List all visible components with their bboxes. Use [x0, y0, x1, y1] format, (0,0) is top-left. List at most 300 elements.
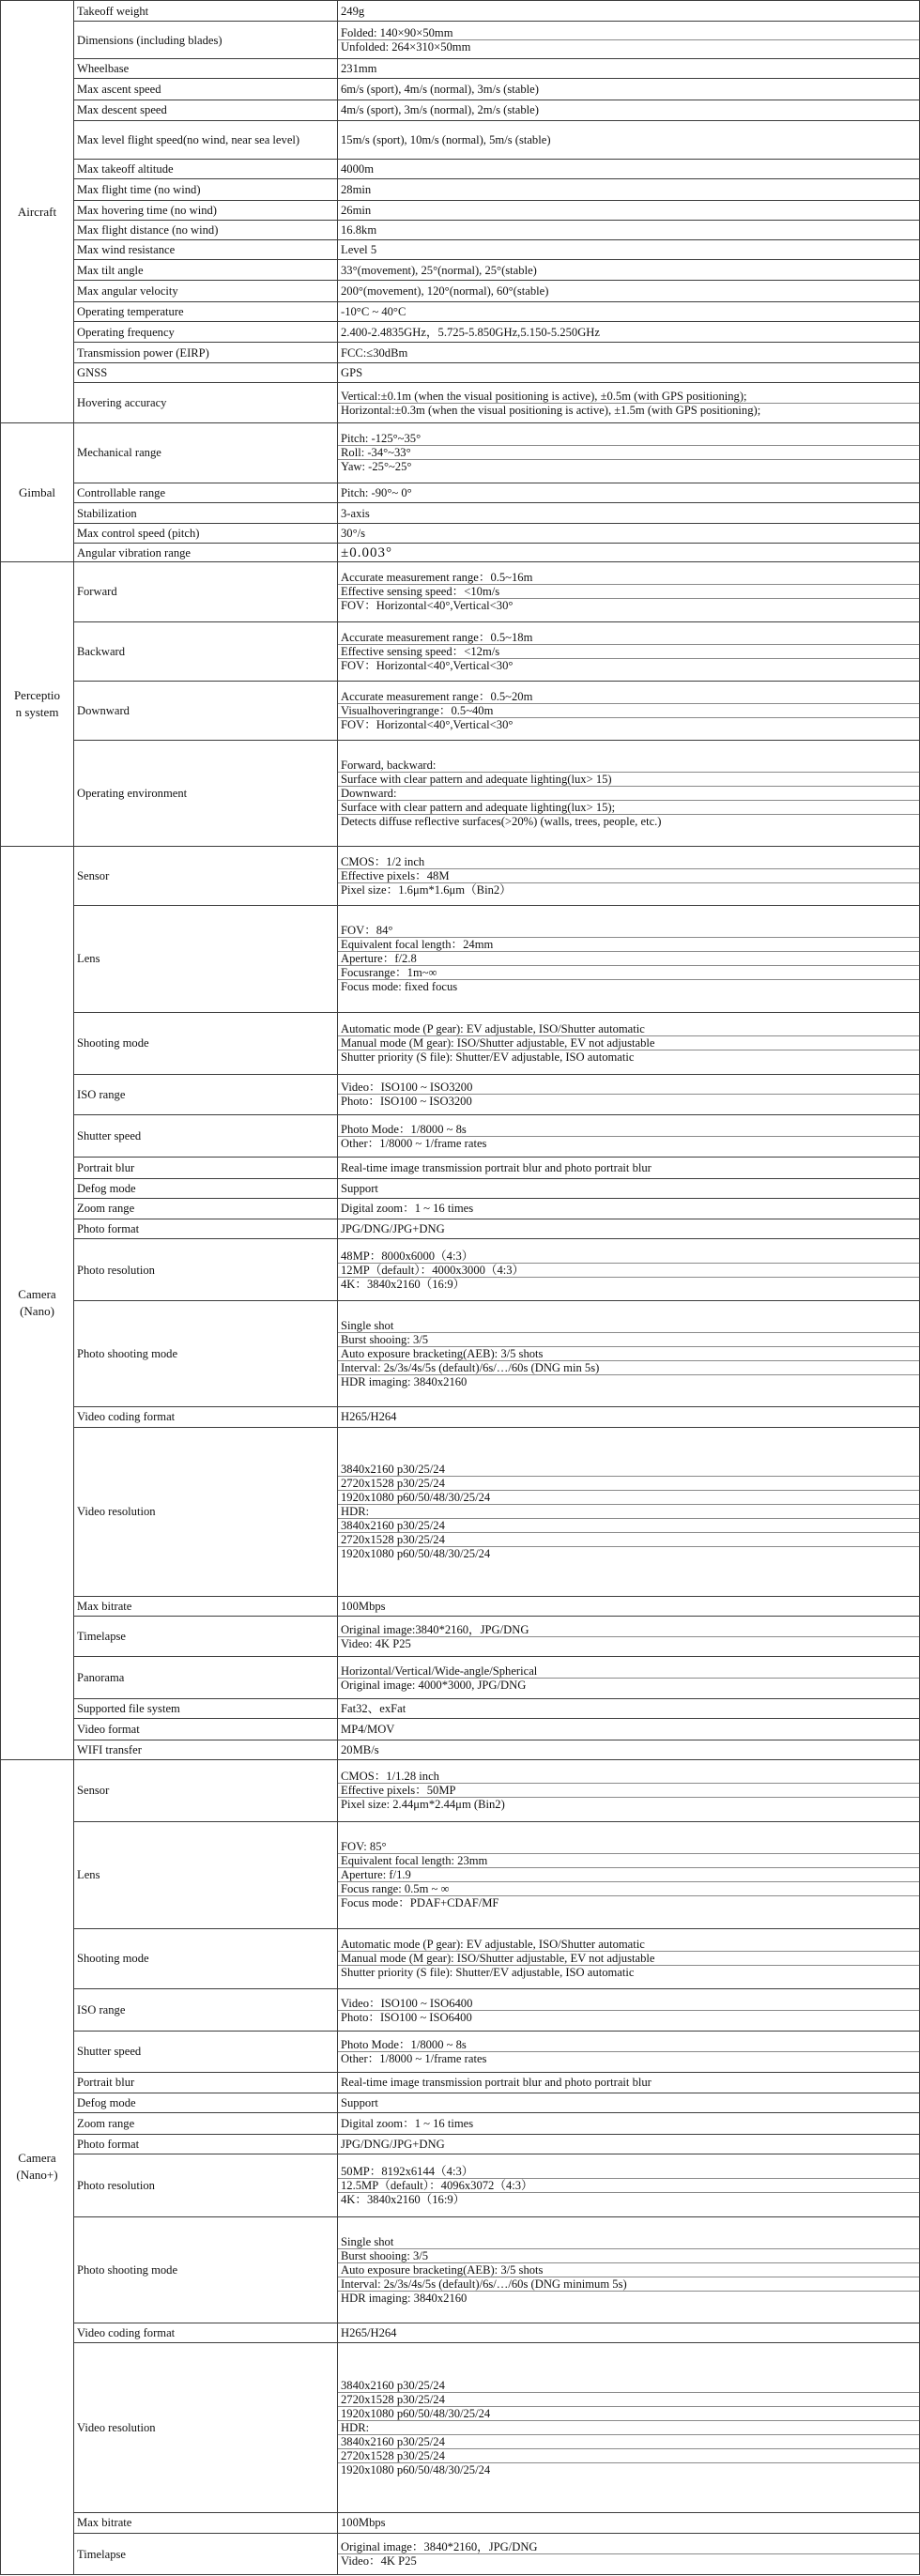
- spec-value-line: Manual mode (M gear): ISO/Shutter adjustable, EV not adjustable: [338, 1951, 919, 1965]
- spec-value-line: 2720x1528 p30/25/24: [338, 2392, 919, 2406]
- spec-value-line: Focusrange：1m~∞: [338, 965, 919, 979]
- spec-value: [338, 2154, 920, 2216]
- spec-label: Video resolution: [74, 1428, 338, 1597]
- spec-value: [338, 301, 920, 321]
- spec-row: [1, 160, 920, 179]
- spec-label: Takeoff weight: [74, 1, 338, 22]
- spec-value: [338, 1, 920, 22]
- spec-row: [1, 524, 920, 544]
- spec-label: Hovering accuracy: [74, 382, 338, 423]
- spec-row: [1, 2217, 920, 2323]
- spec-value-line: Shutter priority (S file): Shutter/EV adjustable, ISO automatic: [338, 1965, 919, 1979]
- spec-value-line: 4K：3840x2160（16:9）: [338, 2192, 919, 2206]
- spec-value-line: Accurate measurement range：0.5~16m: [341, 571, 533, 585]
- spec-row: [1, 200, 920, 220]
- spec-label: Operating environment: [74, 741, 338, 846]
- spec-value-line: 100Mbps: [341, 2516, 386, 2530]
- spec-row: [1, 2113, 920, 2134]
- spec-row: [1, 1239, 920, 1301]
- spec-value-line: 16.8km: [341, 222, 377, 237]
- spec-row: [1, 1719, 920, 1740]
- spec-row: [1, 281, 920, 301]
- spec-label: Defog mode: [74, 1178, 338, 1198]
- spec-value-line: -10°C ~ 40°C: [341, 304, 406, 318]
- spec-value-line: FOV：Horizontal<40°,Vertical<30°: [338, 598, 919, 612]
- spec-value-line: 231mm: [341, 62, 377, 76]
- spec-value-line: Interval: 2s/3s/4s/5s (default)/6s/…/60s (DNG minimum 5s): [338, 2277, 919, 2291]
- spec-label: Dimensions (including blades): [74, 22, 338, 59]
- spec-row: [1, 1657, 920, 1699]
- spec-value-line: 200°(movement), 120°(normal), 60°(stable): [341, 284, 549, 299]
- spec-label: WIFI transfer: [74, 1740, 338, 1759]
- spec-value-line: ±0.003°: [341, 544, 392, 560]
- spec-value: [338, 259, 920, 280]
- spec-label: Zoom range: [74, 2113, 338, 2134]
- spec-value-line: 2720x1528 p30/25/24: [338, 1532, 919, 1546]
- spec-label: Transmission power (EIRP): [74, 343, 338, 362]
- spec-value-line: Accurate measurement range：0.5~20m: [341, 690, 533, 704]
- spec-row: [1, 79, 920, 100]
- spec-value: [338, 846, 920, 905]
- spec-value-line: Horizontal/Vertical/Wide-angle/Spherical: [341, 1664, 538, 1678]
- spec-row: [1, 179, 920, 200]
- spec-row: [1, 1759, 920, 1821]
- spec-value-line: Original image:3840*2160，JPG/DNG: [341, 1622, 529, 1636]
- spec-value-line: GPS: [341, 365, 363, 379]
- spec-value-line: Real-time image transmission portrait blur and photo portrait blur: [341, 1160, 652, 1174]
- spec-row: [1, 681, 920, 740]
- spec-row: [1, 562, 920, 621]
- spec-value: [338, 322, 920, 343]
- spec-value: [338, 79, 920, 100]
- spec-label: Supported file system: [74, 1699, 338, 1719]
- spec-value-line: HDR:: [338, 1504, 919, 1518]
- spec-value-line: Effective pixels：50MP: [338, 1783, 919, 1797]
- spec-value-line: HDR imaging: 3840x2160: [338, 1374, 919, 1388]
- spec-row: [1, 1219, 920, 1239]
- spec-value-line: Accurate measurement range：0.5~18m: [341, 630, 533, 644]
- spec-value-line: 6m/s (sport), 4m/s (normal), 3m/s (stable): [341, 82, 539, 96]
- spec-value-line: 2720x1528 p30/25/24: [338, 2448, 919, 2462]
- section-group-label: Gimbal: [1, 423, 74, 562]
- spec-value: [338, 160, 920, 179]
- spec-row: [1, 59, 920, 79]
- spec-label: Lens: [74, 906, 338, 1013]
- spec-label: Defog mode: [74, 2093, 338, 2113]
- spec-value-line: Photo：ISO100 ~ ISO6400: [338, 2010, 919, 2024]
- spec-label: Max flight time (no wind): [74, 179, 338, 200]
- spec-value: [338, 2512, 920, 2533]
- spec-label: Photo shooting mode: [74, 1301, 338, 1406]
- spec-value-line: Support: [341, 1181, 378, 1195]
- spec-value-line: JPG/DNG/JPG+DNG: [341, 1222, 445, 1236]
- spec-value-line: Focus range: 0.5m ~ ∞: [338, 1881, 919, 1895]
- spec-label: Photo format: [74, 2134, 338, 2154]
- spec-value-line: 3-axis: [341, 506, 370, 520]
- spec-value: [338, 741, 920, 846]
- spec-value-line: Photo：ISO100 ~ ISO3200: [338, 1094, 919, 1108]
- spec-value: [338, 1821, 920, 1928]
- spec-row: [1, 1699, 920, 1719]
- spec-value-line: Digital zoom：1 ~ 16 times: [341, 1202, 474, 1216]
- spec-value-line: Surface with clear pattern and adequate lighting(lux> 15);: [338, 800, 919, 814]
- spec-value-line: Unfolded: 264×310×50mm: [338, 39, 919, 54]
- spec-row: [1, 2342, 920, 2512]
- spec-label: Max control speed (pitch): [74, 524, 338, 544]
- spec-value: [338, 1657, 920, 1699]
- spec-value: [338, 362, 920, 382]
- spec-value: [338, 59, 920, 79]
- spec-value: [338, 1012, 920, 1074]
- spec-value-line: Horizontal:±0.3m (when the visual positioning is active), ±1.5m (with GPS positioning);: [338, 403, 919, 417]
- spec-value-line: FCC:≤30dBm: [341, 345, 408, 360]
- spec-row: [1, 1616, 920, 1657]
- spec-row: [1, 322, 920, 343]
- section-group-label: Camera (Nano): [1, 846, 74, 1759]
- spec-label: Photo format: [74, 1219, 338, 1239]
- spec-value-line: 28min: [341, 182, 372, 196]
- spec-value-line: HDR:: [338, 2420, 919, 2434]
- spec-value-line: Other：1/8000 ~ 1/frame rates: [338, 1136, 919, 1150]
- spec-label: Shooting mode: [74, 1928, 338, 1989]
- spec-value: [338, 2113, 920, 2134]
- spec-value: [338, 220, 920, 239]
- spec-value-line: 1920x1080 p60/50/48/30/25/24: [338, 1546, 919, 1560]
- spec-value-line: Video：ISO100 ~ ISO3200: [341, 1081, 473, 1095]
- spec-value: [338, 179, 920, 200]
- spec-label: Backward: [74, 621, 338, 681]
- spec-value-line: 33°(movement), 25°(normal), 25°(stable): [341, 263, 537, 277]
- spec-value-line: Auto exposure bracketing(AEB): 3/5 shots: [338, 2262, 919, 2277]
- spec-value-line: Automatic mode (P gear): EV adjustable, ISO/Shutter automatic: [341, 1938, 645, 1952]
- spec-label: Portrait blur: [74, 2072, 338, 2093]
- spec-value: [338, 544, 920, 562]
- spec-row: [1, 362, 920, 382]
- spec-row: [1, 1406, 920, 1427]
- spec-label: Downward: [74, 681, 338, 740]
- spec-label: Lens: [74, 1821, 338, 1928]
- spec-row: [1, 220, 920, 239]
- spec-row: [1, 1301, 920, 1406]
- spec-label: Wheelbase: [74, 59, 338, 79]
- spec-value: [338, 200, 920, 220]
- spec-value-line: 12.5MP（default）：4096x3072（4:3）: [338, 2178, 919, 2192]
- spec-value: [338, 483, 920, 502]
- spec-label: Max bitrate: [74, 1596, 338, 1616]
- spec-row: [1, 2134, 920, 2154]
- spec-value-line: Aperture: f/1.9: [338, 1867, 919, 1881]
- spec-row: [1, 1158, 920, 1178]
- spec-value: [338, 1406, 920, 1427]
- spec-row: [1, 483, 920, 502]
- spec-value: [338, 1719, 920, 1740]
- spec-row: [1, 259, 920, 280]
- spec-value: [338, 121, 920, 160]
- spec-row: [1, 22, 920, 59]
- spec-label: Mechanical range: [74, 423, 338, 483]
- spec-value-line: Photo Mode：1/8000 ~ 8s: [341, 1122, 467, 1136]
- spec-value-line: JPG/DNG/JPG+DNG: [341, 2137, 445, 2151]
- spec-label: Max takeoff altitude: [74, 160, 338, 179]
- spec-row: [1, 1012, 920, 1074]
- spec-value: [338, 1596, 920, 1616]
- spec-row: [1, 382, 920, 423]
- spec-label: Shutter speed: [74, 1115, 338, 1158]
- spec-value-line: Video：4K P25: [338, 2553, 919, 2568]
- spec-value-line: 1920x1080 p60/50/48/30/25/24: [338, 2406, 919, 2420]
- spec-label: Video format: [74, 1719, 338, 1740]
- spec-value: [338, 2093, 920, 2113]
- spec-value-line: Auto exposure bracketing(AEB): 3/5 shots: [338, 1346, 919, 1360]
- spec-row: [1, 1198, 920, 1219]
- spec-value: [338, 2134, 920, 2154]
- spec-value-line: H265/H264: [341, 2325, 397, 2339]
- spec-value-line: 3840x2160 p30/25/24: [341, 2378, 445, 2392]
- specifications-body: [1, 1, 920, 2575]
- spec-label: Timelapse: [74, 1616, 338, 1657]
- spec-value: [338, 2342, 920, 2512]
- spec-value-line: Photo Mode：1/8000 ~ 8s: [341, 2037, 467, 2051]
- spec-label: Panorama: [74, 1657, 338, 1699]
- spec-value: [338, 681, 920, 740]
- spec-row: [1, 100, 920, 120]
- spec-value-line: Focus mode: fixed focus: [338, 979, 919, 993]
- spec-value: [338, 1074, 920, 1115]
- spec-label: ISO range: [74, 1989, 338, 2032]
- spec-value-line: Real-time image transmission portrait blur and photo portrait blur: [341, 2076, 652, 2090]
- spec-row: [1, 1115, 920, 1158]
- spec-label: Forward: [74, 562, 338, 621]
- spec-value-line: Video：ISO100 ~ ISO6400: [341, 1996, 473, 2010]
- spec-label: Photo resolution: [74, 2154, 338, 2216]
- spec-value-line: 4m/s (sport), 3m/s (normal), 2m/s (stable): [341, 103, 539, 117]
- spec-row: [1, 423, 920, 483]
- spec-value-line: Effective pixels：48M: [338, 868, 919, 882]
- section-group-label: Camera (Nano+): [1, 1759, 74, 2574]
- spec-label: Video coding format: [74, 2323, 338, 2342]
- spec-row: [1, 1428, 920, 1597]
- spec-value: [338, 1178, 920, 1198]
- spec-value-line: HDR imaging: 3840x2160: [338, 2291, 919, 2305]
- spec-row: [1, 343, 920, 362]
- spec-value-line: 15m/s (sport), 10m/s (normal), 5m/s (stable): [341, 133, 551, 147]
- spec-value-line: Surface with clear pattern and adequate lighting(lux> 15): [338, 772, 919, 786]
- spec-row: [1, 544, 920, 562]
- spec-value-line: 1920x1080 p60/50/48/30/25/24: [338, 1490, 919, 1504]
- spec-value: [338, 1759, 920, 1821]
- spec-value-line: Shutter priority (S file): Shutter/EV adjustable, ISO automatic: [338, 1050, 919, 1064]
- spec-row: [1, 1928, 920, 1989]
- spec-value-line: Visualhoveringrange：0.5~40m: [338, 703, 919, 717]
- spec-row: [1, 2072, 920, 2093]
- spec-row: [1, 2323, 920, 2342]
- spec-label: Max wind resistance: [74, 239, 338, 259]
- spec-value-line: 2720x1528 p30/25/24: [338, 1476, 919, 1490]
- spec-label: Operating temperature: [74, 301, 338, 321]
- spec-value-line: 100Mbps: [341, 1599, 386, 1613]
- spec-label: Shutter speed: [74, 2032, 338, 2073]
- spec-label: Zoom range: [74, 1198, 338, 1219]
- spec-value: [338, 1428, 920, 1597]
- spec-value-line: 2.400-2.4835GHz，5.725-5.850GHz,5.150-5.250GHz: [341, 325, 600, 339]
- spec-value: [338, 1158, 920, 1178]
- spec-row: [1, 2032, 920, 2073]
- spec-row: [1, 502, 920, 523]
- spec-row: [1, 1178, 920, 1198]
- spec-value-line: Support: [341, 2096, 378, 2110]
- spec-label: Sensor: [74, 1759, 338, 1821]
- spec-value-line: Pixel size：1.6μm*1.6μm（Bin2）: [338, 882, 919, 897]
- spec-value: [338, 1301, 920, 1406]
- spec-value-line: 3840x2160 p30/25/24: [338, 2434, 919, 2448]
- spec-value-line: 30°/s: [341, 527, 366, 541]
- spec-value-line: FOV: 85°: [341, 1840, 387, 1854]
- spec-value-line: 3840x2160 p30/25/24: [338, 1518, 919, 1532]
- spec-value: [338, 2217, 920, 2323]
- spec-value-line: MP4/MOV: [341, 1723, 395, 1737]
- spec-value-line: 48MP：8000x6000（4:3）: [341, 1249, 474, 1263]
- spec-row: [1, 1596, 920, 1616]
- spec-value-line: Equivalent focal length：24mm: [338, 937, 919, 951]
- spec-value: [338, 562, 920, 621]
- spec-value-line: Pitch: -125°~35°: [341, 432, 422, 446]
- spec-value: [338, 2323, 920, 2342]
- spec-row: [1, 2512, 920, 2533]
- spec-row: [1, 621, 920, 681]
- spec-label: ISO range: [74, 1074, 338, 1115]
- spec-label: Max tilt angle: [74, 259, 338, 280]
- spec-row: [1, 1821, 920, 1928]
- spec-value: [338, 1699, 920, 1719]
- section-group-label: Perceptio n system: [1, 562, 74, 846]
- spec-value: [338, 906, 920, 1013]
- spec-row: [1, 1989, 920, 2032]
- spec-label: Max angular velocity: [74, 281, 338, 301]
- spec-value-line: Burst shooing: 3/5: [338, 2248, 919, 2262]
- spec-label: Max hovering time (no wind): [74, 200, 338, 220]
- spec-value-line: Equivalent focal length: 23mm: [338, 1853, 919, 1867]
- spec-value: [338, 281, 920, 301]
- spec-value-line: 12MP（default）：4000x3000（4:3）: [338, 1263, 919, 1277]
- spec-row: [1, 2534, 920, 2575]
- spec-label: Max ascent speed: [74, 79, 338, 100]
- spec-value: [338, 502, 920, 523]
- spec-value-line: Digital zoom：1 ~ 16 times: [341, 2117, 474, 2131]
- spec-value-line: Aperture：f/2.8: [338, 951, 919, 965]
- spec-value-line: Forward, backward:: [341, 758, 437, 772]
- spec-label: Portrait blur: [74, 1158, 338, 1178]
- spec-value-line: Automatic mode (P gear): EV adjustable, ISO/Shutter automatic: [341, 1022, 645, 1036]
- spec-label: Operating frequency: [74, 322, 338, 343]
- spec-value-line: H265/H264: [341, 1410, 397, 1424]
- spec-value: [338, 343, 920, 362]
- spec-label: Controllable range: [74, 483, 338, 502]
- spec-label: Sensor: [74, 846, 338, 905]
- spec-row: [1, 1074, 920, 1115]
- spec-value: [338, 423, 920, 483]
- spec-value-line: Focus mode：PDAF+CDAF/MF: [338, 1895, 919, 1909]
- spec-value-line: Interval: 2s/3s/4s/5s (default)/6s/…/60s (DNG min 5s): [338, 1360, 919, 1374]
- spec-value-line: 26min: [341, 203, 372, 217]
- spec-value-line: Downward:: [338, 786, 919, 800]
- spec-row: [1, 1, 920, 22]
- spec-value-line: Manual mode (M gear): ISO/Shutter adjustable, EV not adjustable: [338, 1035, 919, 1050]
- spec-label: Max level flight speed(no wind, near sea level): [74, 121, 338, 160]
- spec-value-line: Yaw: -25°~25°: [338, 459, 919, 473]
- spec-value: [338, 524, 920, 544]
- section-group-label: Aircraft: [1, 1, 74, 423]
- spec-label: Photo shooting mode: [74, 2217, 338, 2323]
- spec-value-line: FOV：Horizontal<40°,Vertical<30°: [338, 658, 919, 672]
- spec-value-line: Folded: 140×90×50mm: [341, 26, 453, 40]
- spec-value-line: Level 5: [341, 242, 377, 256]
- spec-label: Angular vibration range: [74, 544, 338, 562]
- spec-row: [1, 2093, 920, 2113]
- spec-row: [1, 1740, 920, 1759]
- spec-label: Max descent speed: [74, 100, 338, 120]
- spec-label: GNSS: [74, 362, 338, 382]
- spec-row: [1, 239, 920, 259]
- spec-value-line: Original image：3840*2160，JPG/DNG: [341, 2540, 538, 2554]
- spec-value-line: Roll: -34°~33°: [338, 445, 919, 459]
- spec-value: [338, 2534, 920, 2575]
- spec-value-line: CMOS：1/1.28 inch: [341, 1770, 439, 1784]
- spec-label: Max bitrate: [74, 2512, 338, 2533]
- spec-value: [338, 382, 920, 423]
- spec-value: [338, 1115, 920, 1158]
- spec-label: Stabilization: [74, 502, 338, 523]
- spec-value-line: FOV：Horizontal<40°,Vertical<30°: [338, 717, 919, 731]
- spec-value-line: Other：1/8000 ~ 1/frame rates: [338, 2051, 919, 2065]
- spec-value: [338, 2032, 920, 2073]
- spec-value-line: FOV：84°: [341, 924, 393, 938]
- spec-value-line: 50MP：8192x6144（4:3）: [341, 2165, 474, 2179]
- spec-value-line: Vertical:±0.1m (when the visual positioning is active), ±0.5m (with GPS positioning);: [341, 389, 747, 403]
- spec-value: [338, 1239, 920, 1301]
- spec-value-line: CMOS：1/2 inch: [341, 854, 425, 868]
- spec-row: [1, 906, 920, 1013]
- spec-value: [338, 1198, 920, 1219]
- spec-value-line: 1920x1080 p60/50/48/30/25/24: [338, 2462, 919, 2476]
- spec-value-line: Effective sensing speed：<12m/s: [338, 644, 919, 658]
- spec-value: [338, 1740, 920, 1759]
- spec-label: Timelapse: [74, 2534, 338, 2575]
- spec-value-line: Detects diffuse reflective surfaces(>20%) (walls, trees, people, etc.): [338, 814, 919, 828]
- spec-row: [1, 2154, 920, 2216]
- spec-value-line: 3840x2160 p30/25/24: [341, 1463, 445, 1477]
- spec-value-line: 249g: [341, 4, 365, 18]
- spec-value-line: 4K：3840x2160（16:9）: [338, 1277, 919, 1291]
- spec-value-line: Pixel size: 2.44μm*2.44μm (Bin2): [338, 1797, 919, 1811]
- spec-row: [1, 301, 920, 321]
- spec-label: Photo resolution: [74, 1239, 338, 1301]
- spec-value: [338, 1989, 920, 2032]
- spec-label: Max flight distance (no wind): [74, 220, 338, 239]
- spec-value: [338, 100, 920, 120]
- spec-label: Video coding format: [74, 1406, 338, 1427]
- spec-label: Shooting mode: [74, 1012, 338, 1074]
- spec-value-line: Effective sensing speed：<10m/s: [338, 584, 919, 598]
- spec-row: [1, 846, 920, 905]
- spec-value-line: Pitch: -90°~ 0°: [341, 485, 412, 499]
- spec-value: [338, 1616, 920, 1657]
- spec-value-line: 4000m: [341, 162, 374, 176]
- spec-value: [338, 1219, 920, 1239]
- spec-value: [338, 239, 920, 259]
- spec-value-line: Fat32、exFat: [341, 1702, 406, 1716]
- spec-value-line: Video: 4K P25: [338, 1636, 919, 1650]
- spec-value: [338, 2072, 920, 2093]
